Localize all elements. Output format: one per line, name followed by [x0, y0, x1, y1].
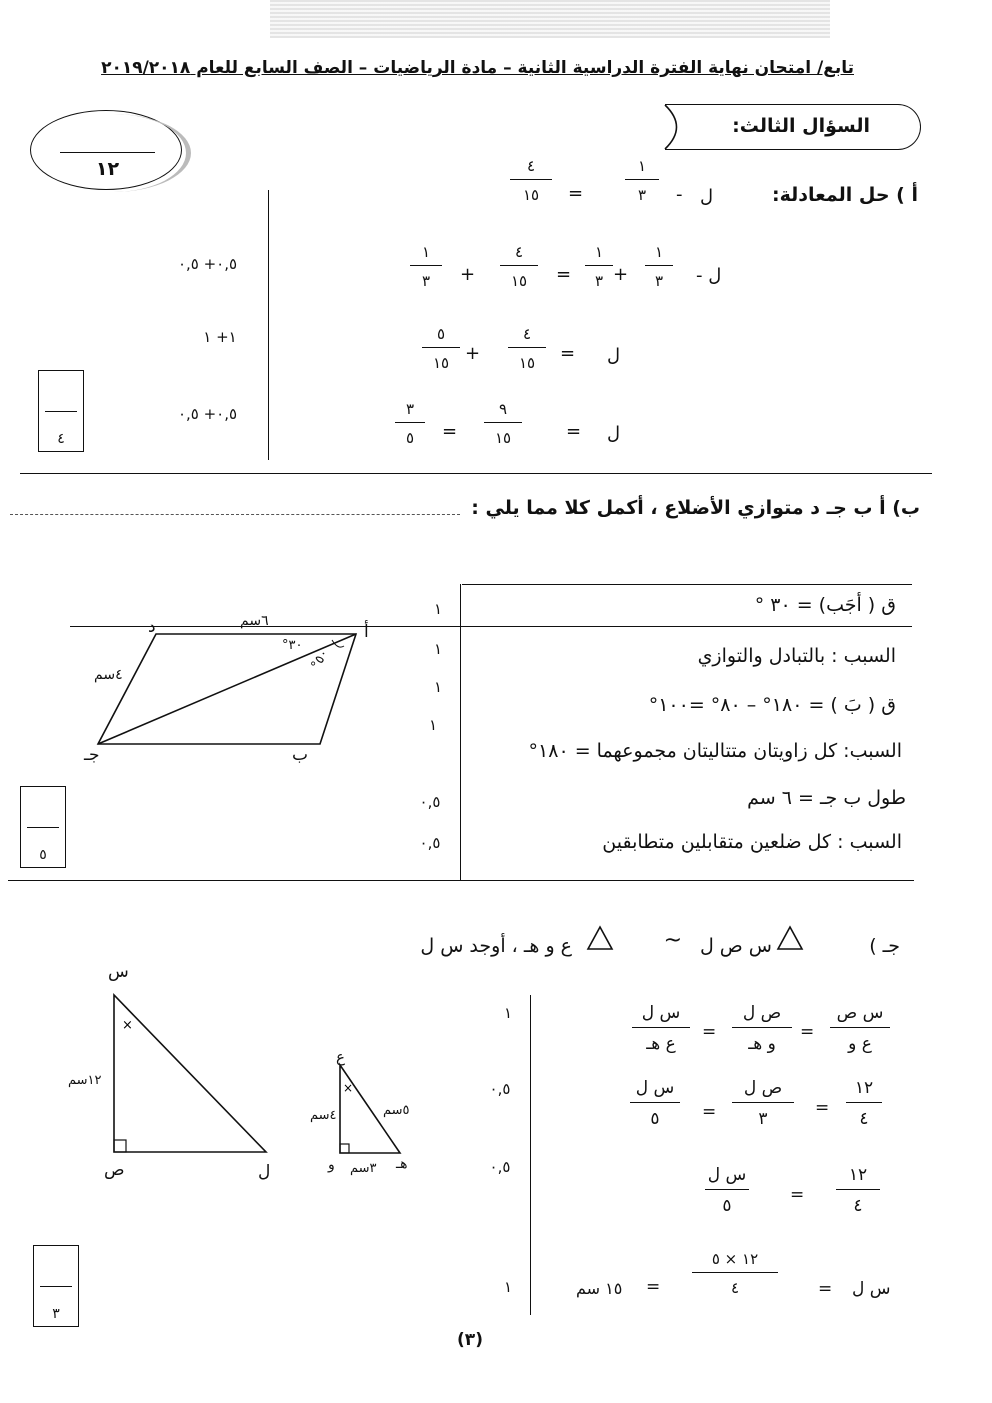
- angle-50-label: ٥٠°: [308, 646, 332, 673]
- part-b-bottom-rule: [8, 880, 914, 881]
- eq2-equals: =: [556, 264, 572, 285]
- big-tri-side-label: ١٢سم: [68, 1073, 102, 1088]
- denominator: ع هـ: [646, 1034, 676, 1054]
- small-tri-side-bottom: ٣سم: [350, 1161, 377, 1176]
- denominator: ١٥: [494, 429, 512, 447]
- part-b-reason2: السبب: كل زاويتان متتاليتان مجموعهما = ١٨٠°: [528, 740, 902, 762]
- eq2-lhs: ل -: [696, 265, 722, 286]
- small-angle-mark-x: ×: [343, 1081, 354, 1095]
- numerator: ١٢ × ٥: [711, 1250, 759, 1268]
- vertex-b: ب: [292, 745, 309, 765]
- big-tri-vertex-sad: ص: [104, 1160, 125, 1180]
- c-row4-lhs: س ل: [852, 1279, 891, 1299]
- part-c-mark-1: ١: [503, 1004, 513, 1022]
- header-title: تابع/ امتحان نهاية الفترة الدراسية الثانية – مادة الرياضيات – الصف السابع للعام ٢٠١٩/٢٠١٨: [101, 58, 854, 78]
- big-tri-vertex-s: س: [108, 962, 129, 982]
- part-b-mark-4: ١: [428, 716, 438, 734]
- part-b-mark-5: ٠,٥: [419, 793, 441, 811]
- part-a-label: أ ) حل المعادلة:: [772, 184, 918, 206]
- numerator: ٤: [514, 243, 524, 261]
- numerator: س ل: [635, 1078, 675, 1098]
- eq1-minus: -: [676, 184, 683, 205]
- denominator: ٣: [637, 186, 647, 204]
- eq4-frac2: [395, 400, 425, 447]
- part-c-label-tri1: س ص ل: [699, 935, 772, 957]
- total-score-line: [60, 152, 155, 153]
- c-row1-eq2: =: [702, 1022, 717, 1042]
- numerator: س ل: [707, 1165, 747, 1185]
- numerator: س ص: [836, 1003, 884, 1023]
- big-triangle-figure: [100, 985, 280, 1165]
- part-c-mark-3: ٠,٥: [489, 1158, 511, 1176]
- numerator: ص ل: [743, 1078, 783, 1098]
- denominator: ٥: [405, 429, 415, 447]
- numerator: ١: [421, 243, 431, 261]
- eq2-plus2: +: [460, 264, 476, 285]
- parallelogram-figure: [70, 600, 400, 770]
- part-b-label-dashes: [10, 514, 460, 515]
- eq2-frac2: [585, 243, 613, 290]
- part-a-score: ٤: [57, 431, 65, 447]
- c-row2-frac1: [846, 1078, 882, 1129]
- part-c-label-prefix: جـ ): [869, 935, 900, 957]
- denominator: ٥: [650, 1109, 660, 1129]
- part-b-divider: [460, 584, 461, 880]
- numerator: س ل: [641, 1003, 681, 1023]
- small-tri-vertex-ha: هـ: [396, 1156, 408, 1172]
- c-row2-eq1: =: [815, 1098, 830, 1118]
- denominator: ٥: [722, 1196, 732, 1216]
- question-banner-curve: [640, 104, 690, 150]
- c-row2-frac3: [630, 1078, 680, 1129]
- numerator: ١: [654, 243, 664, 261]
- numerator: ٤: [526, 157, 536, 175]
- right-angle-marker: [114, 1140, 126, 1152]
- eq4-equals2: =: [442, 421, 458, 442]
- numerator: ٥: [436, 325, 446, 343]
- denominator: ١٥: [432, 354, 450, 372]
- c-row2-eq2: =: [702, 1102, 717, 1122]
- c-row4-frac: [692, 1250, 778, 1297]
- numerator: ص ل: [742, 1003, 782, 1023]
- denominator: ١٥: [522, 186, 540, 204]
- vertex-d: د: [148, 617, 156, 637]
- part-b-label: ب) أ ب جـ د متوازي الأضلاع ، أكمل كلا مما يلي :: [471, 497, 920, 519]
- part-a-score-box: [38, 370, 84, 452]
- part-b-top-rule: [462, 584, 912, 585]
- denominator: ٤: [853, 1196, 863, 1216]
- eq3-plus: +: [465, 343, 481, 364]
- numerator: ٣: [405, 400, 415, 418]
- big-tri-vertex-lam: ل: [258, 1162, 271, 1182]
- c-row3-eq: =: [790, 1185, 805, 1205]
- small-tri-vertex-ain: ع: [336, 1048, 345, 1066]
- small-tri-side-right: ٥سم: [383, 1103, 410, 1118]
- small-right-angle-marker: [340, 1144, 349, 1153]
- eq2-frac3: [500, 243, 538, 290]
- c-row2-frac2: [732, 1078, 794, 1129]
- denominator: ٣: [421, 272, 431, 290]
- small-tri-side-left: ٤سم: [310, 1108, 337, 1123]
- part-b-mark-3: ١: [433, 678, 443, 696]
- angle-30-label: ٣٠°: [282, 638, 303, 653]
- side-left-label: ٤سم: [94, 667, 123, 683]
- part-b-reason3: السبب : كل ضلعين متقابلين متطابقين: [602, 831, 902, 853]
- part-c-mark-2: ٠,٥: [489, 1080, 511, 1098]
- eq3-lhs: ل: [607, 345, 621, 366]
- eq4-lhs: ل: [607, 423, 621, 444]
- eq4-equals1: =: [566, 421, 582, 442]
- c-row3-frac1: [836, 1165, 880, 1216]
- vertex-a: أ: [364, 622, 369, 642]
- part-b-reason1: السبب : بالتبادل والتوازي: [697, 645, 896, 667]
- part-c-score-box: [33, 1245, 79, 1327]
- triangle-symbol-1: [776, 925, 804, 951]
- c-row1-frac2: [732, 1003, 792, 1054]
- eq1-frac2: [510, 157, 552, 204]
- part-c-mark-4: ١: [503, 1278, 513, 1296]
- part-a-mark-3: ٠,٥+ ٠,٥: [177, 405, 238, 423]
- denominator: ع و: [848, 1034, 872, 1054]
- small-tri-vertex-waw: و: [328, 1157, 335, 1173]
- eq1-equals: =: [568, 183, 584, 204]
- c-row1-frac3: [632, 1003, 690, 1054]
- denominator: ١٥: [510, 272, 528, 290]
- part-b-line1: ق ( أجَب) = ٣٠ °: [754, 594, 896, 616]
- part-a-mark-1: ٠,٥+ ٠,٥: [177, 255, 238, 273]
- c-row4-eq2: =: [646, 1277, 661, 1297]
- part-c-score: ٣: [52, 1306, 60, 1322]
- eq2-frac4: [410, 243, 442, 290]
- part-a-divider: [268, 190, 269, 460]
- numerator: ١٢: [848, 1165, 868, 1185]
- c-row4-eq1: =: [818, 1279, 833, 1299]
- total-score: ١٢: [95, 158, 120, 180]
- numerator: ١: [637, 157, 647, 175]
- denominator: ٣: [758, 1109, 768, 1129]
- denominator: ٣: [654, 272, 664, 290]
- total-score-shadow: [36, 114, 191, 192]
- part-c-label-similar: ~: [663, 928, 682, 953]
- c-row1-eq1: =: [800, 1022, 815, 1042]
- angle-mark-x: ×: [122, 1018, 133, 1033]
- part-b-line2: ق ( بَ ) = ١٨٠° – ٨٠° =١٠٠°: [648, 694, 896, 716]
- numerator: ٤: [522, 325, 532, 343]
- eq2-plus1: +: [613, 264, 629, 285]
- side-top-label: ٦سم: [240, 613, 269, 629]
- part-a-bottom-rule: [20, 473, 932, 474]
- denominator: و هـ: [748, 1034, 776, 1054]
- eq2-frac1: [645, 243, 673, 290]
- denominator: ١٥: [518, 354, 536, 372]
- c-row1-frac1: [830, 1003, 890, 1054]
- part-b-score-box: [20, 786, 66, 868]
- triangle-symbol-2: [586, 925, 614, 951]
- numerator: ٩: [498, 400, 508, 418]
- part-a-mark-2: ١+ ١: [203, 328, 237, 346]
- scan-artifact: [270, 0, 830, 38]
- denominator: ٣: [594, 272, 604, 290]
- page-number: (٣): [457, 1330, 483, 1350]
- numerator: ١: [594, 243, 604, 261]
- numerator: ١٢: [854, 1078, 874, 1098]
- eq3-frac2: [422, 325, 460, 372]
- part-c-label-tri2: ع و هـ ، أوجد س ل: [420, 935, 572, 957]
- c-row4-result: ١٥ سم: [576, 1279, 623, 1298]
- eq1-frac1: [625, 157, 659, 204]
- eq1-var: ل: [700, 186, 714, 207]
- c-row3-frac2: [705, 1165, 749, 1216]
- part-b-score: ٥: [39, 847, 47, 863]
- part-b-mark-2: ١: [433, 640, 443, 658]
- eq3-frac1: [508, 325, 546, 372]
- question-label: السؤال الثالث:: [732, 115, 870, 137]
- part-b-mark-6: ٠,٥: [419, 834, 441, 852]
- part-c-divider: [530, 995, 531, 1315]
- eq4-frac1: [484, 400, 522, 447]
- eq3-equals: =: [560, 343, 576, 364]
- denominator: ٤: [859, 1109, 869, 1129]
- vertex-c: جـ: [84, 745, 100, 765]
- denominator: ٤: [730, 1279, 740, 1297]
- part-b-mark-1: ١: [433, 600, 443, 618]
- part-b-line3: طول ب جـ = ٦ سم: [747, 787, 906, 809]
- big-triangle-shape: [114, 995, 266, 1152]
